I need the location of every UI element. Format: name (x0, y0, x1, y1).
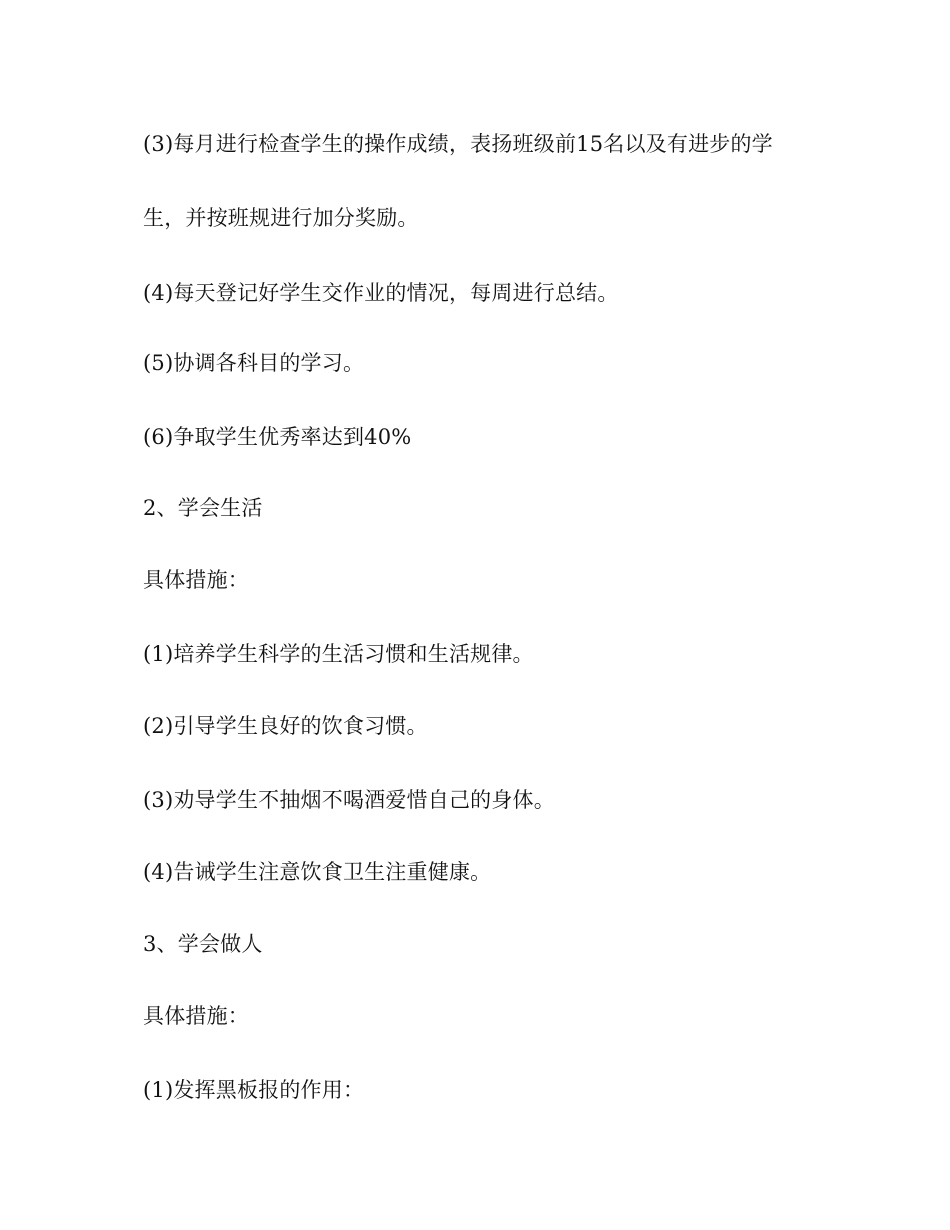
paragraph-line-measure-4: (4)每天登记好学生交作业的情况，每周进行总结。 (143, 281, 619, 305)
paragraph-line-measure-6: (6)争取学生优秀率达到40% (143, 425, 412, 449)
paragraph-line-life-measure-4: (4)告诫学生注意饮食卫生注重健康。 (143, 860, 492, 884)
paragraph-line-measure-3-scores: (3)每月进行检查学生的操作成绩，表扬班级前15名以及有进步的学 (143, 132, 773, 156)
section-heading-learn-to-live: 2、学会生活 (143, 496, 263, 520)
paragraph-line-measure-5: (5)协调各科目的学习。 (143, 351, 365, 375)
paragraph-line-person-measure-1: (1)发挥黑板报的作用： (143, 1078, 365, 1102)
paragraph-line-life-measure-1: (1)培养学生科学的生活习惯和生活规律。 (143, 642, 534, 666)
paragraph-line-life-measure-2: (2)引导学生良好的饮食习惯。 (143, 714, 428, 738)
subheading-specific-measures: 具体措施： (143, 568, 249, 592)
paragraph-line-life-measure-3: (3)劝导学生不抽烟不喝酒爱惜自己的身体。 (143, 788, 555, 812)
section-heading-learn-to-be-person: 3、学会做人 (143, 932, 263, 956)
subheading-specific-measures-2: 具体措施： (143, 1004, 249, 1028)
paragraph-line-continuation: 生，并按班规进行加分奖励。 (143, 206, 419, 230)
